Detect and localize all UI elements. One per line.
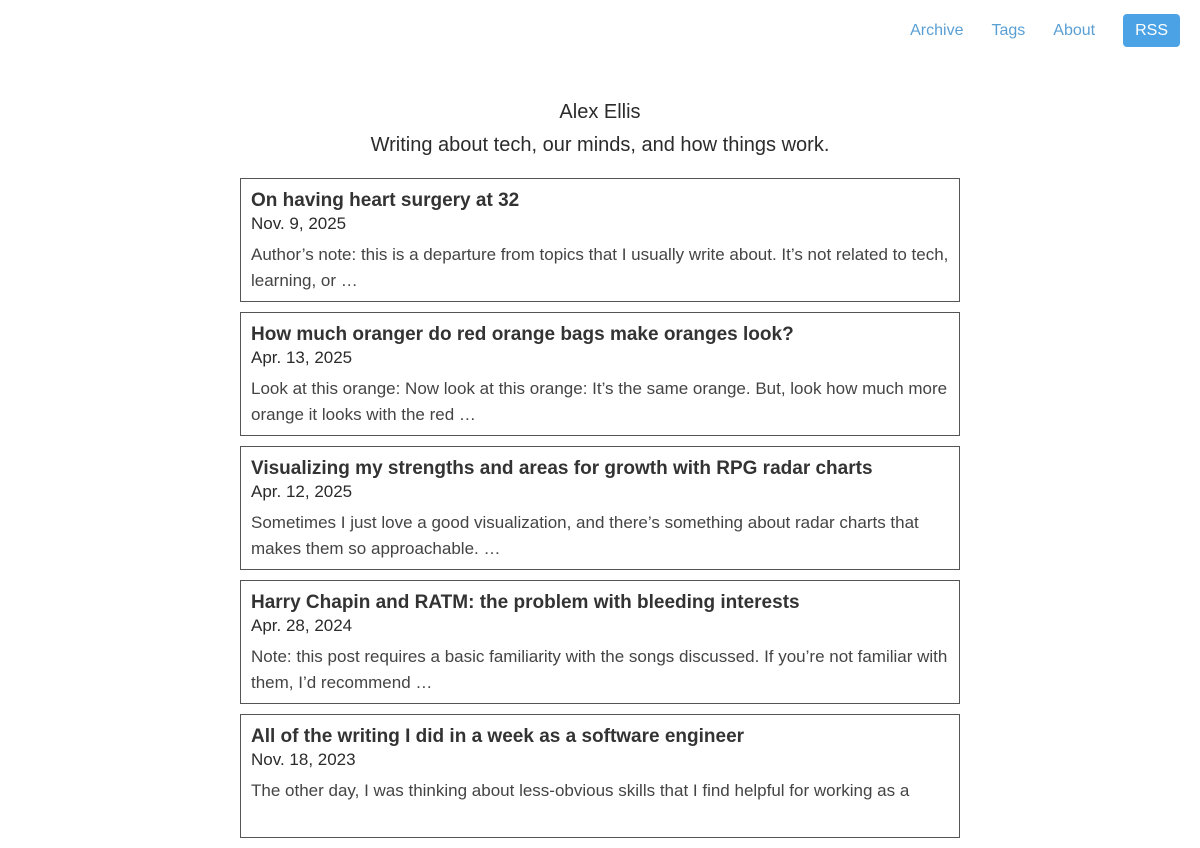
- post-excerpt: The other day, I was thinking about less-obvious skills that I find helpful for working as a: [251, 781, 910, 800]
- nav-archive-link[interactable]: Archive: [910, 22, 964, 39]
- site-title[interactable]: Alex Ellis: [559, 101, 641, 123]
- post-title[interactable]: All of the writing I did in a week as a software engineer: [251, 726, 745, 747]
- post-excerpt: Author’s note: this is a departure from topics that I usually write about. It’s not related to tech, learning, or …: [251, 245, 949, 290]
- nav-tags-link[interactable]: Tags: [991, 22, 1026, 39]
- site-tagline: Writing about tech, our minds, and how things work.: [370, 134, 830, 156]
- post-date: Nov. 18, 2023: [251, 750, 356, 769]
- post-date: Apr. 28, 2024: [251, 616, 353, 635]
- post-card[interactable]: [240, 178, 960, 302]
- rss-button[interactable]: RSS: [1123, 14, 1180, 47]
- post-card[interactable]: [240, 312, 960, 436]
- post-card[interactable]: [240, 580, 960, 704]
- top-navigation: [882, 14, 1180, 47]
- post-card[interactable]: [240, 446, 960, 570]
- post-excerpt: Sometimes I just love a good visualization, and there’s something about radar charts that makes them so approachable. …: [251, 513, 919, 558]
- post-excerpt: Look at this orange: Now look at this orange: It’s the same orange. But, look how much more orange it looks with the red …: [251, 379, 948, 424]
- post-date: Apr. 12, 2025: [251, 482, 353, 501]
- post-excerpt: Note: this post requires a basic familiarity with the songs discussed. If you’re not familiar with them, I’d recommend …: [251, 647, 948, 692]
- site-header: [0, 98, 1200, 159]
- post-date: Apr. 13, 2025: [251, 348, 353, 367]
- post-title[interactable]: How much oranger do red orange bags make oranges look?: [251, 324, 794, 345]
- post-card[interactable]: [240, 714, 960, 838]
- post-title[interactable]: Harry Chapin and RATM: the problem with bleeding interests: [251, 592, 800, 613]
- post-date: Nov. 9, 2025: [251, 214, 347, 233]
- post-title[interactable]: On having heart surgery at 32: [251, 190, 520, 211]
- post-list: [240, 178, 960, 848]
- post-title[interactable]: Visualizing my strengths and areas for growth with RPG radar charts: [251, 458, 873, 479]
- nav-about-link[interactable]: About: [1053, 22, 1096, 39]
